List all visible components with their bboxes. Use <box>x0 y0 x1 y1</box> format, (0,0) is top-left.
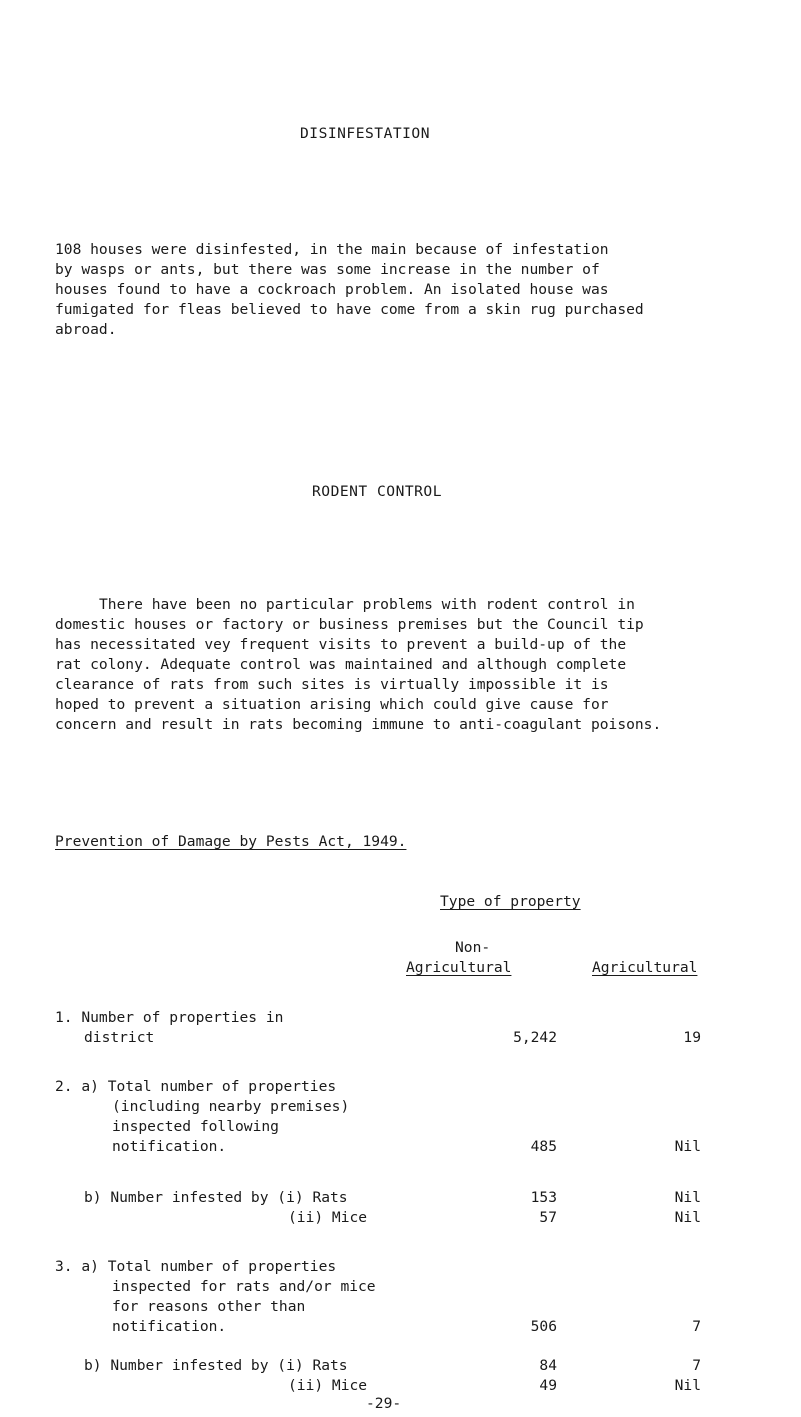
paragraph-line: fumigated for fleas believed to have come from a skin rug purchased <box>55 301 644 318</box>
row2a-agricultural-value: Nil <box>674 1138 701 1155</box>
row2a-label-line3: inspected following <box>112 1118 279 1135</box>
paragraph-line: concern and result in rats becoming immune to anti-coagulant poisons. <box>55 716 662 733</box>
row2b-rats-non-agricultural-value: 153 <box>530 1189 557 1206</box>
row3b-label-line1: b) Number infested by (i) Rats <box>84 1357 348 1374</box>
row1-non-agricultural-value: 5,242 <box>513 1029 557 1046</box>
page-number: -29- <box>366 1395 402 1412</box>
paragraph-line: rat colony. Adequate control was maintained and although complete <box>55 656 627 673</box>
row3b-label-line2: (ii) Mice <box>288 1377 368 1394</box>
paragraph-line: 108 houses were disinfested, in the main because of infestation <box>55 241 609 258</box>
row2b-label-line2: (ii) Mice <box>288 1209 368 1226</box>
row2a-label-line4: notification. <box>112 1138 227 1155</box>
paragraph-line: domestic houses or factory or business premises but the Council tip <box>55 616 644 633</box>
row2b-rats-agricultural-value: Nil <box>674 1189 701 1206</box>
row2a-label-line1: 2. a) Total number of properties <box>55 1078 337 1095</box>
disinfestation-paragraph <box>55 240 765 340</box>
row3a-label-line2: inspected for rats and/or mice <box>112 1278 376 1295</box>
row3b-mice-non-agricultural-value: 49 <box>539 1377 557 1394</box>
paragraph-line: There have been no particular problems with rodent control in <box>99 596 635 613</box>
agricultural-header: Agricultural <box>592 959 698 976</box>
paragraph-line: has necessitated vey frequent visits to prevent a build-up of the <box>55 636 627 653</box>
section-heading-rodent-control: RODENT CONTROL <box>312 483 443 500</box>
row2a-non-agricultural-value: 485 <box>530 1138 557 1155</box>
row1-agricultural-value: 19 <box>683 1029 701 1046</box>
row3a-agricultural-value: 7 <box>692 1318 701 1335</box>
paragraph-line: hoped to prevent a situation arising which could give cause for <box>55 696 609 713</box>
act-heading: Prevention of Damage by Pests Act, 1949. <box>55 833 407 850</box>
row3a-label-line4: notification. <box>112 1318 227 1335</box>
non-agricultural-header-line1: Non- <box>455 939 491 956</box>
paragraph-line: abroad. <box>55 321 117 338</box>
row3a-label-line3: for reasons other than <box>112 1298 306 1315</box>
non-agricultural-header-line2: Agricultural <box>406 959 512 976</box>
row2a-label-line2: (including nearby premises) <box>112 1098 350 1115</box>
row3b-rats-agricultural-value: 7 <box>692 1357 701 1374</box>
row2b-mice-agricultural-value: Nil <box>674 1209 701 1226</box>
rodent-paragraph <box>55 595 765 735</box>
row2b-label-line1: b) Number infested by (i) Rats <box>84 1189 348 1206</box>
paragraph-line: houses found to have a cockroach problem. An isolated house was <box>55 281 609 298</box>
row3b-rats-non-agricultural-value: 84 <box>539 1357 557 1374</box>
row1-label-line1: 1. Number of properties in <box>55 1009 284 1026</box>
row2b-mice-non-agricultural-value: 57 <box>539 1209 557 1226</box>
row3a-non-agricultural-value: 506 <box>530 1318 557 1335</box>
row1-label-line2: district <box>84 1029 155 1046</box>
type-of-property-header: Type of property <box>440 893 581 910</box>
paragraph-line: by wasps or ants, but there was some increase in the number of <box>55 261 600 278</box>
paragraph-line: clearance of rats from such sites is virtually impossible it is <box>55 676 609 693</box>
row3b-mice-agricultural-value: Nil <box>674 1377 701 1394</box>
page-title: DISINFESTATION <box>300 125 431 142</box>
row3a-label-line1: 3. a) Total number of properties <box>55 1258 337 1275</box>
